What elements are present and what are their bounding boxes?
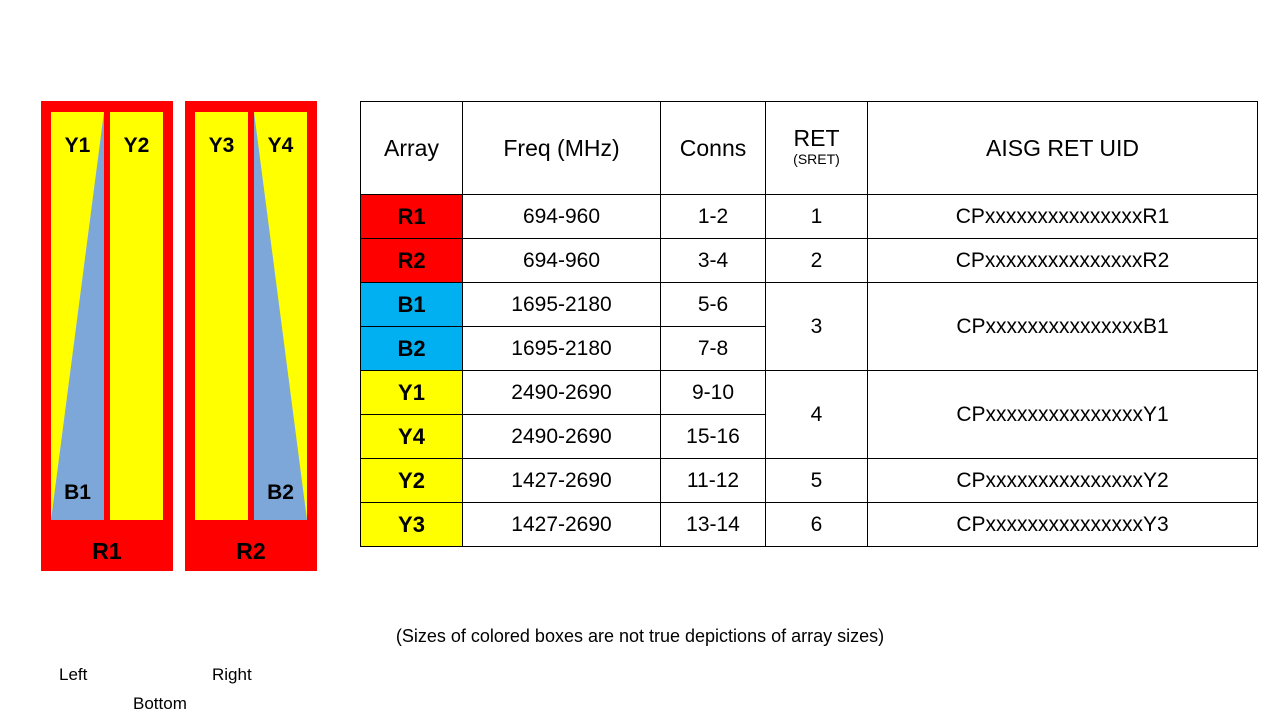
array-label-y3: Y3 — [208, 134, 235, 157]
column-header-ret — [766, 102, 868, 195]
array-group-left — [51, 112, 163, 520]
cell-conns-y4: 15-16 — [661, 415, 766, 459]
cell-freq-y1: 2490-2690 — [463, 371, 661, 415]
cell-ret-y2: 5 — [766, 459, 868, 503]
blue-triangle-b1 — [51, 112, 104, 520]
cell-uid-y3: CPxxxxxxxxxxxxxxxY3 — [868, 503, 1258, 547]
antenna-array-diagram — [41, 101, 317, 571]
array-label-y1: Y1 — [64, 134, 91, 157]
cell-freq-b1: 1695-2180 — [463, 283, 661, 327]
array-label-y4: Y4 — [267, 134, 294, 157]
blue-triangle-b2 — [254, 112, 307, 520]
orientation-label-bottom: Bottom — [133, 694, 187, 713]
cell-uid-r2: CPxxxxxxxxxxxxxxxR2 — [868, 239, 1258, 283]
cell-conns-y3: 13-14 — [661, 503, 766, 547]
footnote-text: (Sizes of colored boxes are not true depictions of array sizes) — [395, 626, 885, 646]
cell-conns-r1: 1-2 — [661, 195, 766, 239]
array-label-b1: B1 — [64, 481, 91, 504]
column-header-freq: Freq (MHz) — [463, 102, 661, 195]
orientation-label-right: Right — [212, 665, 252, 684]
cell-array-y2: Y2 — [361, 459, 463, 503]
array-group-right — [195, 112, 307, 520]
cell-freq-y4: 2490-2690 — [463, 415, 661, 459]
table-header-row — [361, 102, 1258, 195]
cell-array-r2: R2 — [361, 239, 463, 283]
cell-uid-r1: CPxxxxxxxxxxxxxxxR1 — [868, 195, 1258, 239]
cell-freq-y3: 1427-2690 — [463, 503, 661, 547]
array-column-y3 — [195, 112, 248, 520]
cell-ret-r2: 2 — [766, 239, 868, 283]
cell-ret-y3: 6 — [766, 503, 868, 547]
cell-freq-y2: 1427-2690 — [463, 459, 661, 503]
panel-label-r2: R2 — [236, 538, 266, 564]
cell-conns-y1: 9-10 — [661, 371, 766, 415]
cell-ret-b: 3 — [766, 283, 868, 371]
cell-conns-b2: 7-8 — [661, 327, 766, 371]
cell-conns-b1: 5-6 — [661, 283, 766, 327]
table-row — [361, 503, 1258, 547]
cell-array-y4: Y4 — [361, 415, 463, 459]
column-header-array: Array — [361, 102, 463, 195]
antenna-panel-right — [185, 101, 317, 571]
array-label-y2: Y2 — [123, 134, 150, 157]
antenna-panel-left — [41, 101, 173, 571]
cell-array-y3: Y3 — [361, 503, 463, 547]
table-row — [361, 459, 1258, 503]
cell-freq-r1: 694-960 — [463, 195, 661, 239]
orientation-label-left: Left — [59, 665, 88, 684]
array-column-y1-b1 — [51, 112, 104, 520]
table-row — [361, 283, 1258, 327]
table-row — [361, 239, 1258, 283]
cell-freq-b2: 1695-2180 — [463, 327, 661, 371]
array-column-y4-b2 — [254, 112, 307, 520]
column-header-ret-main: RET — [793, 124, 840, 151]
cell-array-y1: Y1 — [361, 371, 463, 415]
array-ret-table — [360, 101, 1258, 547]
cell-uid-b: CPxxxxxxxxxxxxxxxB1 — [868, 283, 1258, 371]
table-body — [361, 195, 1258, 547]
table-header — [361, 102, 1258, 195]
cell-array-r1: R1 — [361, 195, 463, 239]
cell-conns-r2: 3-4 — [661, 239, 766, 283]
cell-uid-y2: CPxxxxxxxxxxxxxxxY2 — [868, 459, 1258, 503]
ret-configuration-table — [360, 101, 1258, 547]
column-header-uid: AISG RET UID — [868, 102, 1258, 195]
array-column-y2 — [110, 112, 163, 520]
cell-ret-r1: 1 — [766, 195, 868, 239]
table-row — [361, 371, 1258, 415]
table-row — [361, 195, 1258, 239]
cell-array-b2: B2 — [361, 327, 463, 371]
column-header-conns: Conns — [661, 102, 766, 195]
array-label-b2: B2 — [267, 481, 294, 504]
cell-ret-y14: 4 — [766, 371, 868, 459]
column-header-ret-sub: (SRET) — [793, 150, 840, 167]
cell-uid-y14: CPxxxxxxxxxxxxxxxY1 — [868, 371, 1258, 459]
cell-conns-y2: 11-12 — [661, 459, 766, 503]
cell-freq-r2: 694-960 — [463, 239, 661, 283]
panel-label-r1: R1 — [92, 538, 122, 564]
cell-array-b1: B1 — [361, 283, 463, 327]
